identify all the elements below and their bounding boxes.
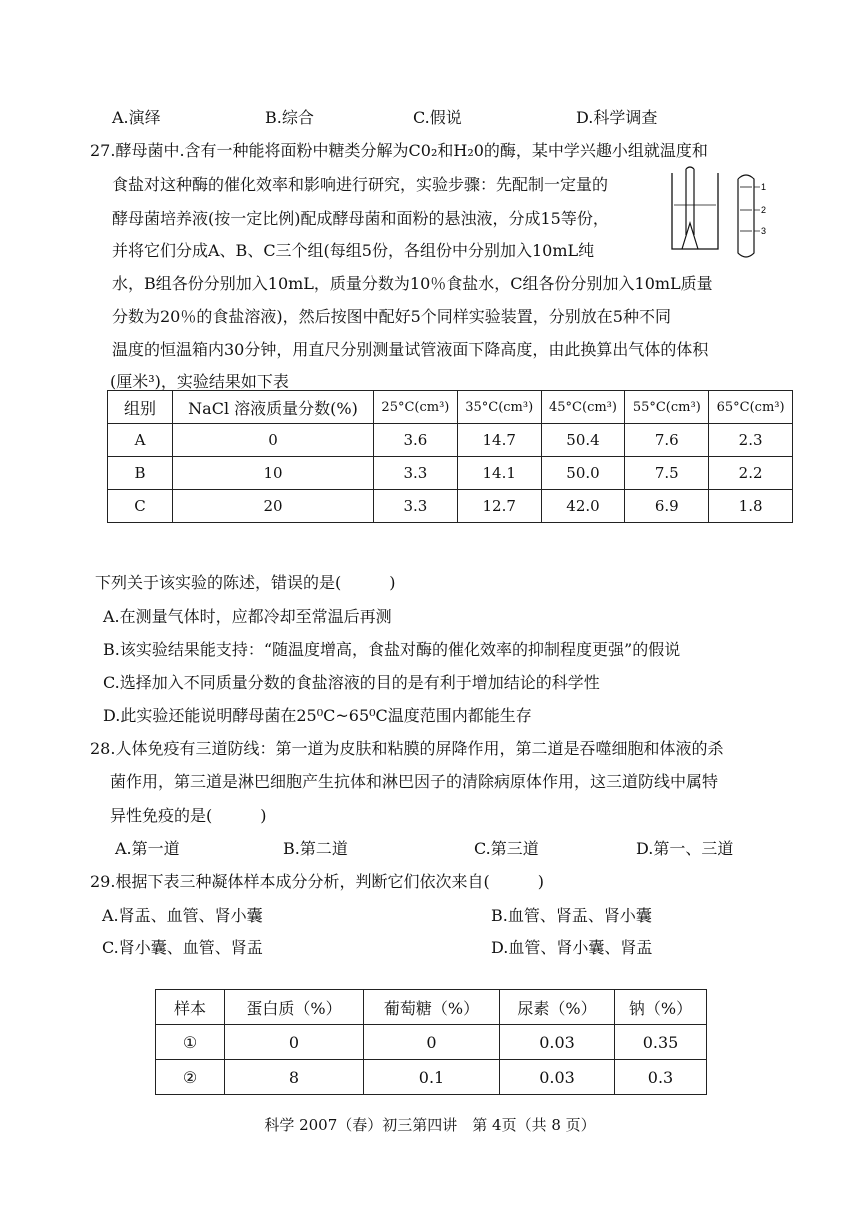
q28-option-b: B.第二道 — [283, 839, 348, 858]
table-cell: 3.3 — [374, 490, 458, 523]
table-cell: 1.8 — [709, 490, 793, 523]
table-cell: 3.3 — [374, 457, 458, 490]
table-header-cell: 蛋白质（%） — [225, 990, 364, 1025]
table-cell: 50.0 — [541, 457, 625, 490]
table-row — [156, 1060, 707, 1095]
table-cell: 0.35 — [615, 1025, 707, 1060]
figure-label-2: 2 — [761, 205, 767, 215]
table-row — [108, 490, 793, 523]
page-footer: 科学 2007（春）初三第四讲 第 4页（共 8 页） — [264, 1116, 596, 1134]
q29-option-c: C.肾小囊、血管、肾盂 — [102, 938, 263, 957]
table-cell: 2.3 — [709, 424, 793, 457]
table-header-row — [108, 391, 793, 424]
q29-option-b: B.血管、肾盂、肾小囊 — [491, 906, 652, 925]
q29-stem: 29.根据下表三种凝体样本成分分析，判断它们依次来自( ) — [90, 872, 544, 891]
experiment-apparatus-figure — [660, 165, 780, 265]
table-cell: 0 — [173, 424, 374, 457]
figure-label-1: 1 — [761, 182, 767, 192]
table-cell: 10 — [173, 457, 374, 490]
q27-stem-line8: (厘米³)，实验结果如下表 — [110, 372, 289, 391]
q27-results-table — [107, 390, 793, 523]
table-header-cell: 葡萄糖（%） — [364, 990, 500, 1025]
table-header-cell: 45°C(cm³) — [541, 391, 625, 424]
table-cell: 6.9 — [625, 490, 709, 523]
table-cell: A — [108, 424, 173, 457]
table-header-cell: 25°C(cm³) — [374, 391, 458, 424]
table-header-cell: 尿素（%） — [500, 990, 615, 1025]
q26-option-b: B.综合 — [265, 108, 314, 127]
table-cell: 3.6 — [374, 424, 458, 457]
table-cell: 8 — [225, 1060, 364, 1095]
table-cell: 12.7 — [457, 490, 541, 523]
q28-stem-line2: 菌作用，第三道是淋巴细胞产生抗体和淋巴因子的清除病原体作用，这三道防线中属特 — [110, 772, 719, 791]
table-cell: 0.03 — [500, 1025, 615, 1060]
table-header-cell: NaCl 溶液质量分数(%) — [173, 391, 374, 424]
table-row — [108, 424, 793, 457]
figure-label-3: 3 — [761, 226, 767, 236]
table-cell: 50.4 — [541, 424, 625, 457]
q26-option-d: D.科学调查 — [576, 108, 658, 127]
table-row — [108, 457, 793, 490]
table-cell: 0 — [364, 1025, 500, 1060]
q27-option-c: C.选择加入不同质量分数的食盐溶液的目的是有利于增加结论的科学性 — [103, 673, 600, 692]
q29-sample-table — [155, 989, 707, 1095]
q28-stem-line1: 28.人体免疫有三道防线：第一道为皮肤和粘膜的屏降作用，第二道是吞噬细胞和体液的杀 — [90, 739, 724, 758]
q27-option-d: D.此实验还能说明酵母菌在25⁰C~65⁰C温度范围内都能生存 — [103, 706, 532, 725]
table-cell: ① — [156, 1025, 225, 1060]
q27-option-a: A.在测量气体时，应都冷却至常温后再测 — [103, 607, 392, 626]
q27-option-b: B.该实验结果能支持：“随温度增高，食盐对酶的催化效率的抑制程度更强”的假说 — [103, 640, 681, 659]
table-cell: 0 — [225, 1025, 364, 1060]
q28-stem-line3: 异性免疫的是( ) — [110, 806, 267, 825]
table-cell: 0.1 — [364, 1060, 500, 1095]
table-header-cell: 65°C(cm³) — [709, 391, 793, 424]
table-header-row — [156, 990, 707, 1025]
q27-stem-line1: 27.酵母菌中.含有一种能将面粉中糖类分解为C0₂和H₂0的酶，某中学兴趣小组就温度和 — [90, 141, 708, 160]
table-header-cell: 样本 — [156, 990, 225, 1025]
table-cell: 14.7 — [457, 424, 541, 457]
table-cell: C — [108, 490, 173, 523]
q28-option-a: A.第一道 — [115, 839, 180, 858]
q27-stem-line6: 分数为20％的食盐溶液)，然后按图中配好5个同样实验装置，分别放在5种不同 — [112, 307, 671, 326]
q27-question: 下列关于该实验的陈述，错误的是( ) — [95, 573, 396, 592]
q27-stem-line5: 水，B组各份分别加入10mL，质量分数为10％食盐水，C组各份分别加入10mL质量 — [112, 274, 713, 293]
q28-option-d: D.第一、三道 — [636, 839, 734, 858]
table-header-cell: 钠（%） — [615, 990, 707, 1025]
table-cell: 14.1 — [457, 457, 541, 490]
table-header-cell: 35°C(cm³) — [457, 391, 541, 424]
table-cell: ② — [156, 1060, 225, 1095]
table-cell: 7.5 — [625, 457, 709, 490]
q26-option-a: A.演绎 — [112, 108, 161, 127]
q27-stem-line4: 并将它们分成A、B、C三个组(每组5份，各组份中分别加入10mL纯 — [112, 241, 595, 260]
table-cell: 2.2 — [709, 457, 793, 490]
table-cell: 7.6 — [625, 424, 709, 457]
q26-option-c: C.假说 — [413, 108, 462, 127]
table-header-cell: 组别 — [108, 391, 173, 424]
table-header-cell: 55°C(cm³) — [625, 391, 709, 424]
table-cell: 0.3 — [615, 1060, 707, 1095]
q28-option-c: C.第三道 — [474, 839, 539, 858]
table-cell: 42.0 — [541, 490, 625, 523]
table-cell: 20 — [173, 490, 374, 523]
table-cell: B — [108, 457, 173, 490]
table-cell: 0.03 — [500, 1060, 615, 1095]
table-row — [156, 1025, 707, 1060]
q29-option-a: A.肾盂、血管、肾小囊 — [102, 906, 263, 925]
q27-stem-line2: 食盐对这种酶的催化效率和影响进行研究，实验步骤：先配制一定量的 — [112, 175, 609, 194]
q29-option-d: D.血管、肾小囊、肾盂 — [491, 938, 653, 957]
q27-stem-line7: 温度的恒温箱内30分钟，用直尺分别测量试管液面下降高度，由此换算出气体的体积 — [112, 340, 709, 359]
q27-stem-line3: 酵母菌培养液(按一定比例)配成酵母菌和面粉的悬浊液，分成15等份， — [112, 209, 609, 228]
